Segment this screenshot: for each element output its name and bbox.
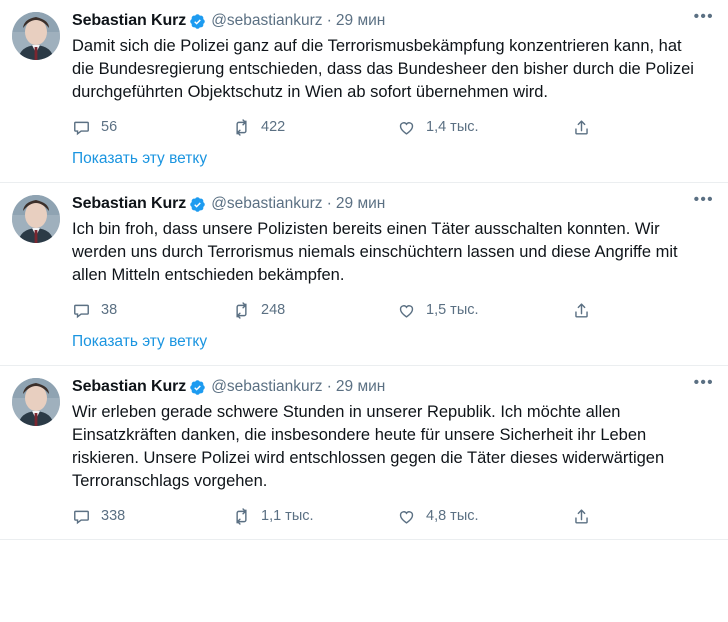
tweet-item[interactable] <box>0 0 728 150</box>
avatar-column <box>12 376 72 539</box>
tweet-body <box>72 376 716 539</box>
like-button[interactable] <box>397 118 572 137</box>
tweet-header <box>72 376 708 398</box>
timestamp[interactable]: 29 мин <box>335 195 386 212</box>
tweet-item[interactable] <box>0 366 728 539</box>
avatar[interactable] <box>12 12 60 60</box>
more-options-icon[interactable]: ••• <box>693 8 714 25</box>
tweet-text: Wir erleben gerade schwere Stunden in unserer Republik. Ich möchte allen Einsatzkräften danken, die insbesondere heute für unsere Sicherheit ihr Leben riskieren. Unsere Polizei wird entschlossen gegen die Täter dieses widerwärtigen Terroranschlags vorgehen. <box>72 403 665 490</box>
show-thread-row <box>0 333 728 365</box>
avatar[interactable] <box>12 378 60 426</box>
display-name[interactable]: Sebastian Kurz <box>72 195 187 212</box>
show-thread-link[interactable]: Показать эту ветку <box>72 150 208 167</box>
handle[interactable]: @sebastiankurz <box>211 12 323 29</box>
retweet-button[interactable] <box>232 301 397 320</box>
like-icon <box>397 118 416 137</box>
avatar-image <box>12 195 60 243</box>
more-options-icon[interactable]: ••• <box>693 191 714 208</box>
retweet-icon <box>232 301 251 320</box>
header-separator: · <box>326 195 332 212</box>
reply-button[interactable] <box>72 118 232 137</box>
tweet-actions <box>72 114 632 140</box>
retweet-count: 422 <box>261 119 286 135</box>
reply-count: 338 <box>101 508 126 524</box>
share-button[interactable] <box>572 301 612 320</box>
avatar-image <box>12 378 60 426</box>
like-icon <box>397 301 416 320</box>
reply-button[interactable] <box>72 301 232 320</box>
avatar-image <box>12 12 60 60</box>
show-thread-row <box>0 150 728 182</box>
handle[interactable]: @sebastiankurz <box>211 378 323 395</box>
retweet-count: 1,1 тыс. <box>261 508 314 524</box>
verified-badge-icon <box>189 196 206 213</box>
verified-badge-icon <box>189 13 206 30</box>
display-name[interactable]: Sebastian Kurz <box>72 378 187 395</box>
share-icon <box>572 301 591 320</box>
retweet-button[interactable] <box>232 507 397 526</box>
tweet-actions <box>72 297 632 323</box>
reply-icon <box>72 507 91 526</box>
share-icon <box>572 507 591 526</box>
like-icon <box>397 507 416 526</box>
share-button[interactable] <box>572 118 612 137</box>
verified-badge-icon <box>189 379 206 396</box>
tweet-block <box>0 0 728 183</box>
header-separator: · <box>326 12 332 29</box>
header-separator: · <box>326 378 332 395</box>
reply-button[interactable] <box>72 507 232 526</box>
share-button[interactable] <box>572 507 612 526</box>
avatar-column <box>12 10 72 150</box>
like-count: 1,5 тыс. <box>426 302 479 318</box>
reply-count: 56 <box>101 119 118 135</box>
tweet-body <box>72 10 716 150</box>
tweet-header <box>72 193 708 215</box>
handle[interactable]: @sebastiankurz <box>211 195 323 212</box>
reply-icon <box>72 301 91 320</box>
retweet-count: 248 <box>261 302 286 318</box>
tweet-block <box>0 366 728 540</box>
tweet-item[interactable] <box>0 183 728 333</box>
reply-count: 38 <box>101 302 118 318</box>
tweet-actions <box>72 503 632 529</box>
reply-icon <box>72 118 91 137</box>
display-name[interactable]: Sebastian Kurz <box>72 12 187 29</box>
timestamp[interactable]: 29 мин <box>335 12 386 29</box>
retweet-icon <box>232 118 251 137</box>
retweet-button[interactable] <box>232 118 397 137</box>
like-count: 4,8 тыс. <box>426 508 479 524</box>
like-button[interactable] <box>397 507 572 526</box>
share-icon <box>572 118 591 137</box>
tweet-body <box>72 193 716 333</box>
like-button[interactable] <box>397 301 572 320</box>
tweet-block <box>0 183 728 366</box>
like-count: 1,4 тыс. <box>426 119 479 135</box>
retweet-icon <box>232 507 251 526</box>
tweet-text: Damit sich die Polizei ganz auf die Terrorismusbekämpfung konzentrieren kann, hat die Bundesregierung entschieden, dass das Bundesheer den bisher durch die Polizei durchgeführten Objektschutz in Wien ab sofort übernehmen wird. <box>72 37 694 101</box>
tweet-text: Ich bin froh, dass unsere Polizisten bereits einen Täter ausschalten konnten. Wir werden uns durch Terrorismus niemals einschüchtern lassen und diese Angriffe mit allen Mitteln entschieden bekämpfen. <box>72 220 678 284</box>
more-options-icon[interactable]: ••• <box>693 374 714 391</box>
avatar[interactable] <box>12 195 60 243</box>
tweet-header <box>72 10 708 32</box>
avatar-column <box>12 193 72 333</box>
show-thread-link[interactable]: Показать эту ветку <box>72 333 208 350</box>
timestamp[interactable]: 29 мин <box>335 378 386 395</box>
